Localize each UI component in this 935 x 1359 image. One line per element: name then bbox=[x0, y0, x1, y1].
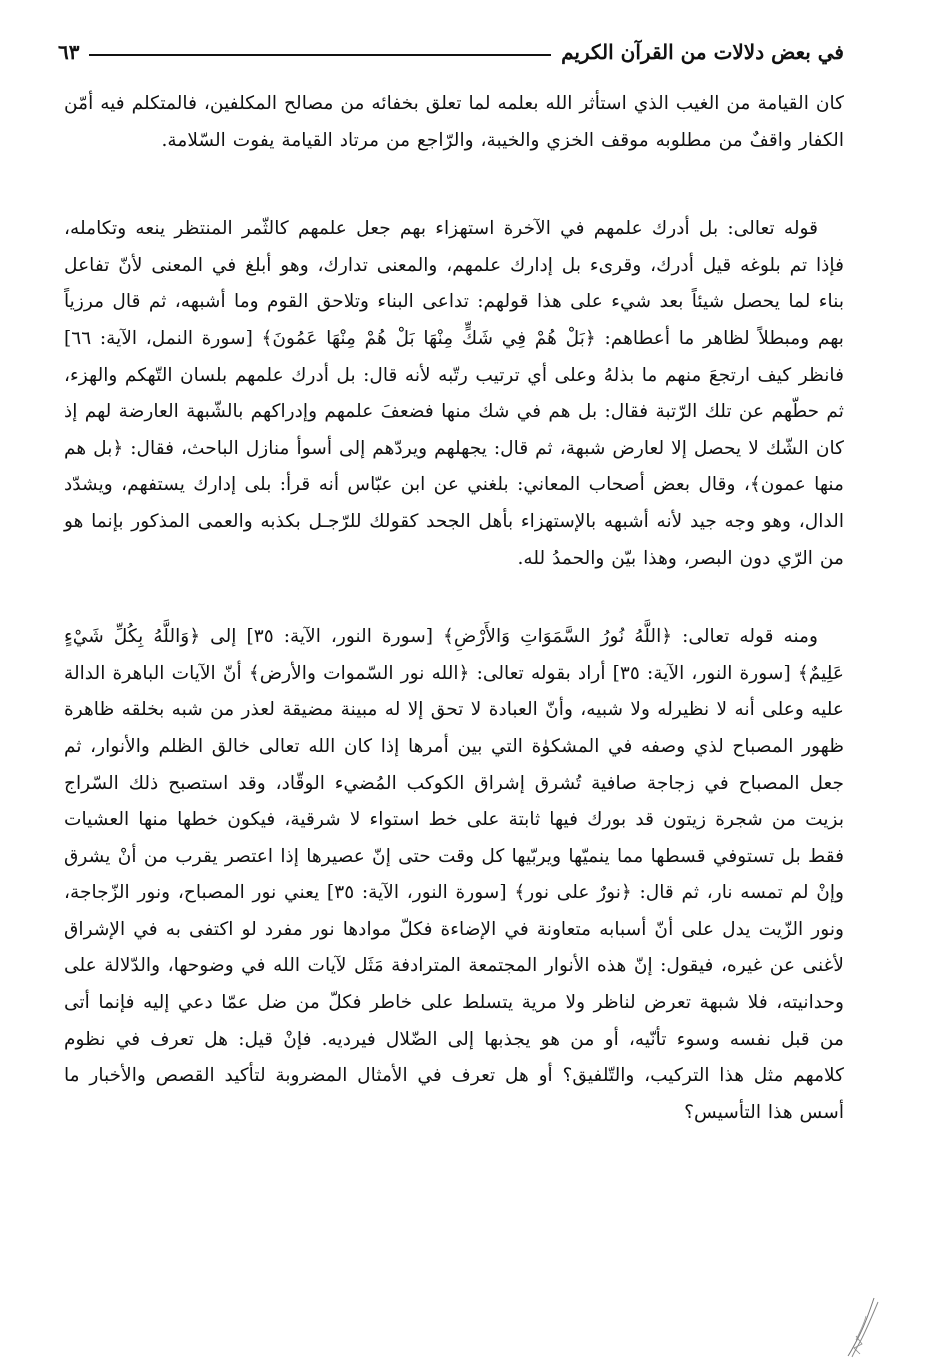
pen-mark bbox=[826, 1296, 886, 1358]
running-title: في بعض دلالات من القرآن الكريم bbox=[561, 40, 844, 64]
paragraph-1: كان القيامة من الغيب الذي استأثر الله بعلمه لما تعلق بخفائه من مصالح المكلفين، فالمتكلم فيه أمّن الكفار واقفٌ من مطلوبه موقف الخزي والخيبة، والرّاجع من مرتاد القيامة يفوت السّلامة. bbox=[64, 93, 844, 151]
header-rule bbox=[89, 54, 551, 56]
page-number: ٦٣ bbox=[58, 40, 80, 64]
paragraph-3: ومنه قوله تعالى: ﴿اللَّهُ نُورُ السَّمَوَاتِ وَالأَرْضِ﴾ [سورة النور، الآية: ٣٥] إلى ﴿وَاللَّهُ بِكُلِّ شَيْءٍ عَلِيمٌ﴾ [سورة النور، الآية: ٣٥] أراد بقوله تعالى: ﴿الله نور السّموات والأرض﴾ أنّ الآيات الباهرة الدالة عليه وعلى أنه لا نظيرله ولا شبيه، وأنّ العبادة لا تحق إلا له مبينة مضيقة لعذر من شبه بخلقه ظاهرة ظهور المصباح لذي وصفه في المشكوٰة التي بين أمرها إذا كان الله تعالى خالق الظلم والأنوار، ثم جعل المصباح في زجاجة صافية تُشرق إشراق الكوكب المُضيء الوقّاد، وقد استصبح ذلك السّراج بزيت من شجرة زيتون قد بورك فيها ثابتة على خط استواء لا شرقية، فيكون خطها منها العشيات فقط بل تستوفي قسطها مما ينميّها ويربّيها كل وقت حتى إنّ عصيرها إذا اعتصر يقرب من أنْ يشرق وإنْ لم تمسه نار، ثم قال: ﴿نورٌ على نور﴾ [سورة النور، الآية: ٣٥] يعني نور المصباح، ونور الزّجاجة، ونور الزّيت يدل على أنّ أسبابه متعاونة في الإضاءة فكلّ موادها نور مفرد لو اكتفى به في الإشراق لأغنى عن غيره، فيقول: إنّ هذه الأنوار المجتمعة المترادفة مَثَل لآيات الله في وضوحها، والدّلالة على وحدانيته، فلا شبهة تعرض لناظر ولا مرية يتسلط على خاطر فكلّ من ضل عمّا دعي إليه فإنما أتى من قبل نفسه وسوء تأنّيه، أو من هو يجذبها إلى الضّلال فيرديه. فإنْ قيل: هل تعرف في نظوم كلامهم مثل هذا التركيب، والتّلفيق؟ أو هل تعرف في الأمثال المضروبة لتأكيد القصص والأخبار ما أسس هذا التأسيس؟ bbox=[64, 626, 844, 1123]
page-body bbox=[64, 86, 844, 1183]
paragraph-2: قوله تعالى: بل أدرك علمهم في الآخرة استهزاء بهم جعل علمهم كالثّمر المنتظر ينعه وتكامله، فإذا تم بلوغه قيل أدرك، وقرىء بل إدارك علمهم، والمعنى تدارك، وهو أبلغ في المعنى لأنّ تفاعل بناء لما يحصل شيئاً بعد شيء على هذا قولهم: تداعى البناء وتلاحق القوم وما أشبهه، ثم قال مرزياً بهم ومبطلاً لظاهر ما أعطاهم: ﴿بَلْ هُمْ فِي شَكٍّ مِنْهَا بَلْ هُمْ مِنْهَا عَمُونَ﴾ [سورة النمل، الآية: ٦٦] فانظر كيف ارتجعَ منهم ما بذلهُ وعلى أي ترتيب رتّبه لأنه قال: بل أدرك علمهم بلسان التّهكم والهزء، ثم حطّهم عن تلك الرّتبة فقال: بل هم في شك منها فضعفَ علمهم وإدراكهم بالشّبهة العارضة لهم إذ كان الشّك لا يحصل إلا لعارض شبهة، ثم قال: يجهلهم ويردّهم إلى أسوأ منازل الباحث، فقال: ﴿بل هم منها عمون﴾، وقال بعض أصحاب المعاني: بلغني عن ابن عبّاس أنه قرأ: بلى إدارك يستفهم، ويشدّد الدال، وهو وجه جيد لأنه أشبهه بالإستهزاء بأهل الجحد كقولك للرّجـل بكذبه والعمى المذكور بإنما هو من الرّي دون البصر، وهذا بيّن والحمدُ لله. bbox=[64, 218, 844, 569]
page-header bbox=[58, 30, 844, 64]
